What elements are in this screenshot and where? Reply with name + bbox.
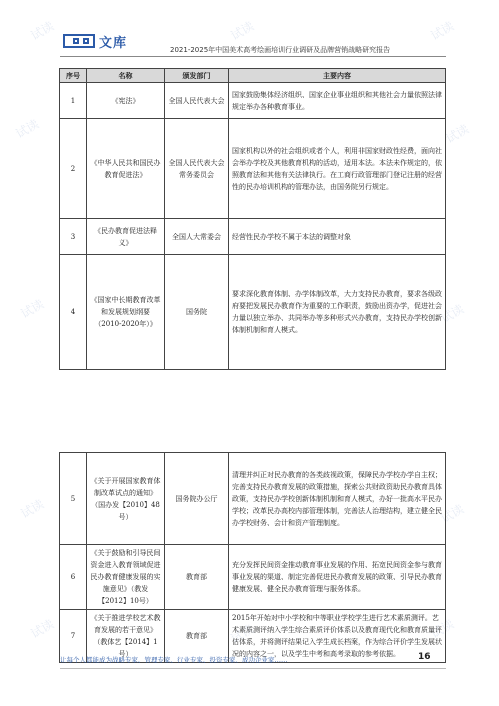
page-header	[0, 0, 499, 56]
watermark: 试读	[13, 116, 42, 141]
column-header-name: 名称	[87, 69, 165, 83]
column-header-number: 序号	[60, 69, 87, 83]
logo-mark-icon	[63, 34, 95, 48]
policy-name: 《国家中长期教育改革和发展规划纲要（2010-2020年）》	[87, 255, 165, 370]
policy-content: 要求深化教育体制、办学体制改革，大力支持民办教育，要求各级政府要把发展民办教育作为重要的工作职责，鼓励出资办学，促进社会力量以独立举办、共同举办等多种形式兴办教育，支持民办学校创新体制机制和育人模式。	[229, 255, 446, 370]
row-number: 4	[60, 255, 87, 370]
watermark: 试读	[18, 296, 47, 321]
policy-name: 《关于鼓励和引导民间资金进入教育领域促进民办教育健康发展的实施意见》（教发【2012】10号）	[87, 545, 165, 610]
footer-divider	[60, 668, 446, 669]
column-header-department: 颁发部门	[165, 69, 229, 83]
watermark: 试读	[428, 18, 457, 43]
table-row	[60, 83, 446, 119]
table-row	[60, 219, 446, 255]
document-title: 2021-2025年中国美术高考绘画培训行业调研及品牌营销战略研究报告	[170, 46, 391, 54]
column-header-content: 主要内容	[229, 69, 446, 83]
row-number: 3	[60, 219, 87, 255]
policy-name: 《宪法》	[87, 83, 165, 119]
issuing-department: 国务院办公厅	[165, 453, 229, 545]
policy-table-part2	[59, 452, 446, 663]
table-row	[60, 255, 446, 370]
policy-name: 《民办教育促进法释义》	[87, 219, 165, 255]
row-number: 1	[60, 83, 87, 119]
row-number: 5	[60, 453, 87, 545]
page-number: 16	[418, 652, 431, 662]
issuing-department: 全国人民代表大会	[165, 83, 229, 119]
policy-content: 充分发挥民间资金推动教育事业发展的作用、拓宽民间资金参与教育事业发展的渠道、制定完善促进民办教育发展的政策、引导民办教育健康发展、健全民办教育管理与服务体系。	[229, 545, 446, 610]
policy-name: 《关于开展国家教育体制改革试点的通知》（国办发【2010】48号）	[87, 453, 165, 545]
policy-name: 《关于推进学校艺术教育发展的若干意见》（教体艺【2014】1号）	[87, 610, 165, 663]
policy-table-part1	[59, 68, 446, 370]
table-row	[60, 545, 446, 610]
header-divider	[60, 56, 446, 57]
watermark: 试读	[228, 621, 257, 646]
table-row	[60, 119, 446, 219]
row-number: 7	[60, 610, 87, 663]
issuing-department: 全国人民代表大会常务委员会	[165, 119, 229, 219]
watermark: 试读	[28, 18, 57, 43]
row-number: 2	[60, 119, 87, 219]
policy-content: 清理并纠正对民办教育的各类歧视政策，保障民办学校办学自主权；完善支持民办教育发展的政策措施，探索公共财政资助民办教育具体政策，支持民办学校创新体制机制和育人模式，办好一批高水平民办学校；改革民办高校内部管理体制，完善法人治理结构，建立健全民办学校财务、会计和资产管理制度。	[229, 453, 446, 545]
policy-content: 国家机构以外的社会组织或者个人，利用非国家财政性经费，面向社会举办学校及其他教育机构的活动，适用本法。本法未作规定的，依照教育法和其他有关法律执行。在工商行政管理部门登记注册的经营性的民办培训机构的管理办法，由国务院另行规定。	[229, 119, 446, 219]
watermark: 试读	[443, 121, 472, 146]
watermark: 试读	[28, 616, 57, 641]
logo	[63, 33, 127, 49]
footer-slogan: 让每个人都能成为战略专家、管理专家、行业专家、投资专家、成功企业家……	[60, 656, 288, 664]
watermark: 试读	[428, 616, 457, 641]
watermark: 试读	[228, 18, 257, 43]
policy-content: 国家鼓励集体经济组织、国家企业事业组织和其他社会力量依照法律规定举办各种教育事业。	[229, 83, 446, 119]
table-header-row	[60, 69, 446, 83]
issuing-department: 国务院	[165, 255, 229, 370]
issuing-department: 教育部	[165, 610, 229, 663]
issuing-department: 教育部	[165, 545, 229, 610]
policy-name: 《中华人民共和国民办教育促进法》	[87, 119, 165, 219]
issuing-department: 全国人大常委会	[165, 219, 229, 255]
policy-content: 经营性民办学校不属于本法的调整对象	[229, 219, 446, 255]
watermark: 试读	[18, 496, 47, 521]
table-row	[60, 453, 446, 545]
policy-content: 2015年开始对中小学校和中等职业学校学生进行艺术素质测评。艺术素质测评纳入学生综合素质评价体系以及教育现代化和教育质量评估体系，并将测评结果记入学生成长档案，作为综合评价学生发展状况的内容之一，以及学生中考和高考录取的参考依据。	[229, 610, 446, 663]
watermark: 试读	[438, 301, 467, 326]
watermark: 试读	[438, 501, 467, 526]
row-number: 6	[60, 545, 87, 610]
logo-text: 文库	[99, 35, 128, 51]
